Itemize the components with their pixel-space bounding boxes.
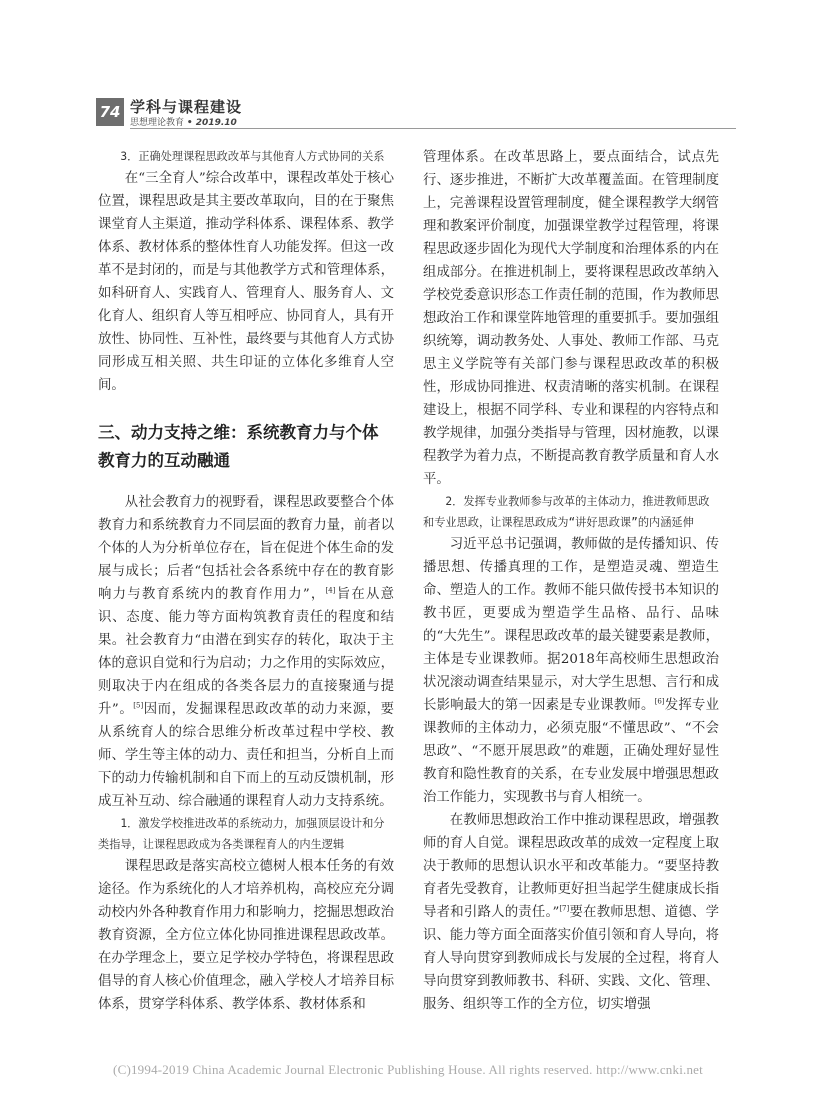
subheading-2: 2．发挥专业教师参与改革的主体动力，推进教师思政和专业思政，让课程思政成为“讲好思政课”的内涵延伸 — [423, 495, 710, 529]
page-number: 74 — [96, 98, 124, 126]
page-header — [96, 96, 736, 132]
journal-section-title: 学科与课程建设 — [130, 98, 243, 116]
subheading-3: 3．正确处理课程思政改革与其他育人方式协同的关系 — [120, 150, 385, 163]
citation-ref: [7] — [559, 904, 570, 913]
paragraph — [423, 533, 719, 809]
citation-ref: [5] — [133, 701, 144, 710]
paragraph-text: 发挥专业课教师的主体动力，必须克服“不懂思政”、“不会思政”、“不愿开展思政”的难题，正确处理好显性教育和隐性教育的关系，在专业发展中增强思想政治工作能力，实现教书与育人相统一。 — [423, 698, 720, 805]
paragraph: 在“三全育人”综合改革中，课程改革处于核心位置，课程思政是其主要改革取向，目的在于聚焦课堂育人主渠道，推动学科体系、课程体系、教学体系、教材体系的整体性育人功能发挥。但这一改革不是封闭的，而是与其他教学方式和管理体系，如科研育人、实践育人、管理育人、服务育人、文化育人、组织育人等互相呼应、协同育人，具有开放性、协同性、互补性，最终要与其他育人方式协同形成互相关照、共生印证的立体化多维育人空间。 — [98, 171, 394, 393]
section-heading: 三、动力支持之维：系统教育力与个体教育力的互动融通 — [98, 423, 379, 470]
copyright-footer: (C)1994-2019 China Academic Journal Electronic Publishing House. All rights reserved. http://www.cnki.net — [113, 1062, 703, 1077]
journal-name: 思想理论教育 — [130, 118, 185, 128]
paragraph-text: 因而，发掘课程思政改革的动力来源，要从系统育人的综合思维分析改革过程中学校、教师、学生等主体的动力、责任和担当，分析自上而下的动力传输机制和自下而上的互动反馈机制，形成互补互动、综合融通的课程育人动力支持系统。 — [98, 702, 394, 809]
journal-subtitle — [130, 115, 237, 128]
header-divider — [130, 128, 736, 129]
paragraph: 管理体系。在改革思路上，要点面结合，试点先行、逐步推进，不断扩大改革覆盖面。在管理制度上，完善课程设置管理制度，健全课程教学大纲管理和教案评价制度，加强课堂教学过程管理，将课程思政逐步固化为现代大学制度和治理体系的内在组成部分。在推进机制上，要将课程思政改革纳入学校党委意识形态工作责任制的范围，作为教师思想政治工作和课堂阵地管理的重要抓手。要加强组织统筹，调动教务处、人事处、教师工作部、马克思主义学院等有关部门参与课程思政改革的积极性，形成协同推进、权责清晰的落实机制。在课程建设上，根据不同学科、专业和课程的内容特点和教学规律，加强分类指导与管理，因材施教，以课程教学为着力点，不断提高教育教学质量和育人水平。 — [423, 150, 719, 487]
right-column — [423, 146, 719, 1016]
paragraph: 课程思政是落实高校立德树人根本任务的有效途径。作为系统化的人才培养机构，高校应充分调动校内外各种教育作用力和影响力，挖掘思想政治教育资源，全方位立体化协同推进课程思政改革。在办学理念上，要立足学校办学特色，将课程思政倡导的育人核心价值理念，融入学校人才培养目标体系，贯穿学科体系、教学体系、教材体系和 — [98, 859, 394, 1012]
paragraph-text: 在教师思想政治工作中推动课程思政，增强教师的育人自觉。课程思政改革的成效一定程度上取决于教师的思想认识水平和改革能力。“要坚持教育者先受教育，让教师更好担当起学生健康成长指导者和引路人的责任。” — [423, 813, 719, 920]
left-column — [98, 146, 394, 1016]
paragraph-text: 从社会教育力的视野看，课程思政要整合个体教育力和系统教育力不同层面的教育力量，前者以个体的人为分析单位存在，旨在促进个体生命的发展与成长；后者“包括社会各系统中存在的教育影响力与教育系统内的教育作用力”， — [98, 495, 394, 602]
subheading-1: 1．激发学校推进改革的系统动力，加强顶层设计和分类指导，让课程思政成为各类课程育人的内生逻辑 — [98, 817, 385, 851]
paragraph-text: 习近平总书记强调，教师做的是传播知识、传播思想、传播真理的工作，是塑造灵魂、塑造生命、塑造人的工作。教师不能只做传授书本知识的教书匠，更要成为塑造学生品格、品行、品味的“大先生”。课程思政改革的最关键要素是教师，主体是专业课教师。据2018年高校师生思想政治状况滚动调查结果显示，对大学生思想、言行和成长影响最大的第一因素是专业课教师。 — [423, 537, 719, 713]
paragraph-text: 要在教师思想、道德、学识、能力等方面全面落实价值引领和育人导向，将育人导向贯穿到教师成长与发展的全过程，将育人导向贯穿到教师教书、科研、实践、文化、管理、服务、组织等工作的全方位，切实增强 — [423, 905, 720, 1012]
paragraph — [98, 491, 394, 813]
journal-issue: • 2019.10 — [186, 118, 237, 128]
citation-ref: [6] — [654, 697, 665, 706]
citation-ref: [4] — [325, 586, 336, 595]
paragraph — [423, 809, 719, 1016]
paragraph-text: 旨在从意识、态度、能力等方面构筑教育责任的程度和结果。社会教育力“由潜在到实存的转化，取决于主体的意识自觉和行为启动；力之作用的实际效应，则取决于内在组成的各类各层力的直接聚通与提升”。 — [98, 587, 394, 717]
